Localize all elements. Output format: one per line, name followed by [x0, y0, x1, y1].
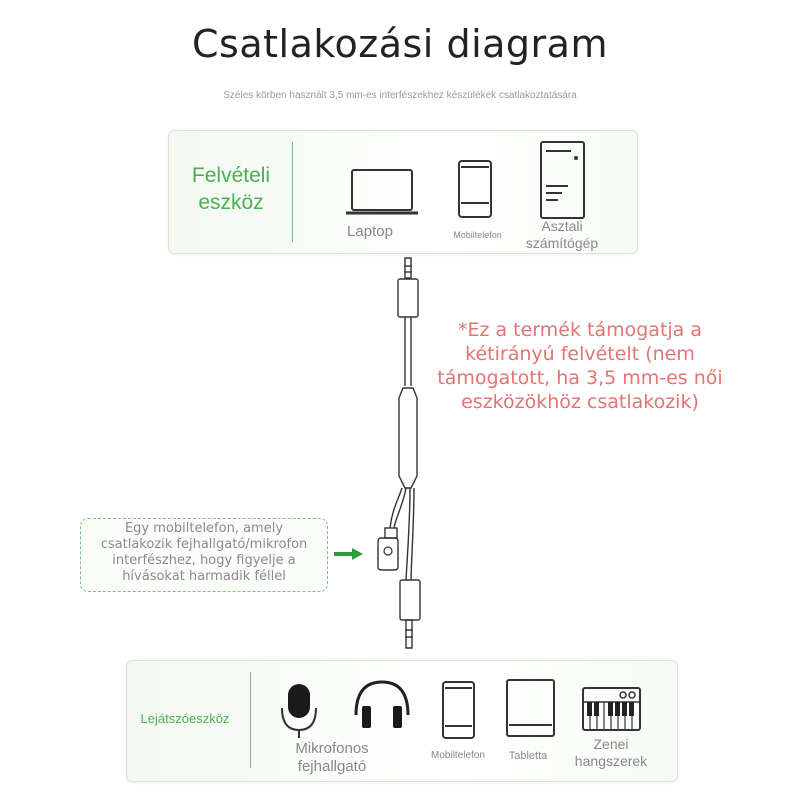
desktop-label-line2: számítógép: [525, 234, 599, 251]
green-arrow-icon: [334, 548, 363, 560]
playback-phone-icon: [443, 682, 474, 738]
note-line4: eszközökhöz csatlakozik): [461, 391, 699, 413]
laptop-icon: [346, 170, 418, 213]
note-line3: támogatott, ha 3,5 mm-es női: [437, 367, 723, 389]
page-title: Csatlakozási diagram: [192, 22, 608, 66]
note-line2: kétirányú felvételt (nem: [465, 343, 695, 365]
recording-phone-label: Mobiltelefon: [453, 230, 502, 240]
callout-line3: interfészhez, hogy figyelje a: [112, 553, 296, 568]
mic-headphone-label-line2: fejhallgató: [297, 758, 367, 775]
mic-headphone-label-line1: Mikrofonos: [295, 740, 369, 757]
desktop-label-line1: Asztali: [541, 218, 583, 234]
playback-panel-label: Lejátszóeszköz: [140, 711, 230, 726]
laptop-label: Laptop: [347, 223, 393, 240]
recording-label-line2: eszköz: [198, 191, 264, 214]
tablet-icon: [507, 680, 554, 736]
note-line1: *Ez a termék támogatja a: [457, 319, 703, 341]
headset-jack-icon: [384, 547, 392, 555]
recording-phone-icon: [459, 161, 491, 217]
desktop-icon: [541, 142, 584, 218]
headphone-icon: [356, 682, 408, 728]
callout-line1: Egy mobiltelefon, amely: [124, 521, 284, 536]
recording-label-line1: Felvételi: [191, 164, 271, 187]
audio-adapter-cable: [378, 258, 420, 648]
tablet-label: Tabletta: [508, 750, 548, 762]
instrument-label-line2: hangszerek: [574, 752, 648, 769]
instrument-label-line1: Zenei: [593, 736, 629, 752]
synthesizer-icon: [583, 688, 640, 730]
microphone-icon: [282, 684, 316, 738]
playback-phone-label: Mobiltelefon: [431, 750, 485, 761]
page-subtitle: Széles körben használt 3,5 mm-es interfészekhez készülékek csatlakoztatására: [223, 90, 577, 101]
callout-line4: hívásokat harmadik féllel: [122, 569, 286, 584]
callout-line2: csatlakozik fejhallgató/mikrofon: [100, 537, 308, 552]
